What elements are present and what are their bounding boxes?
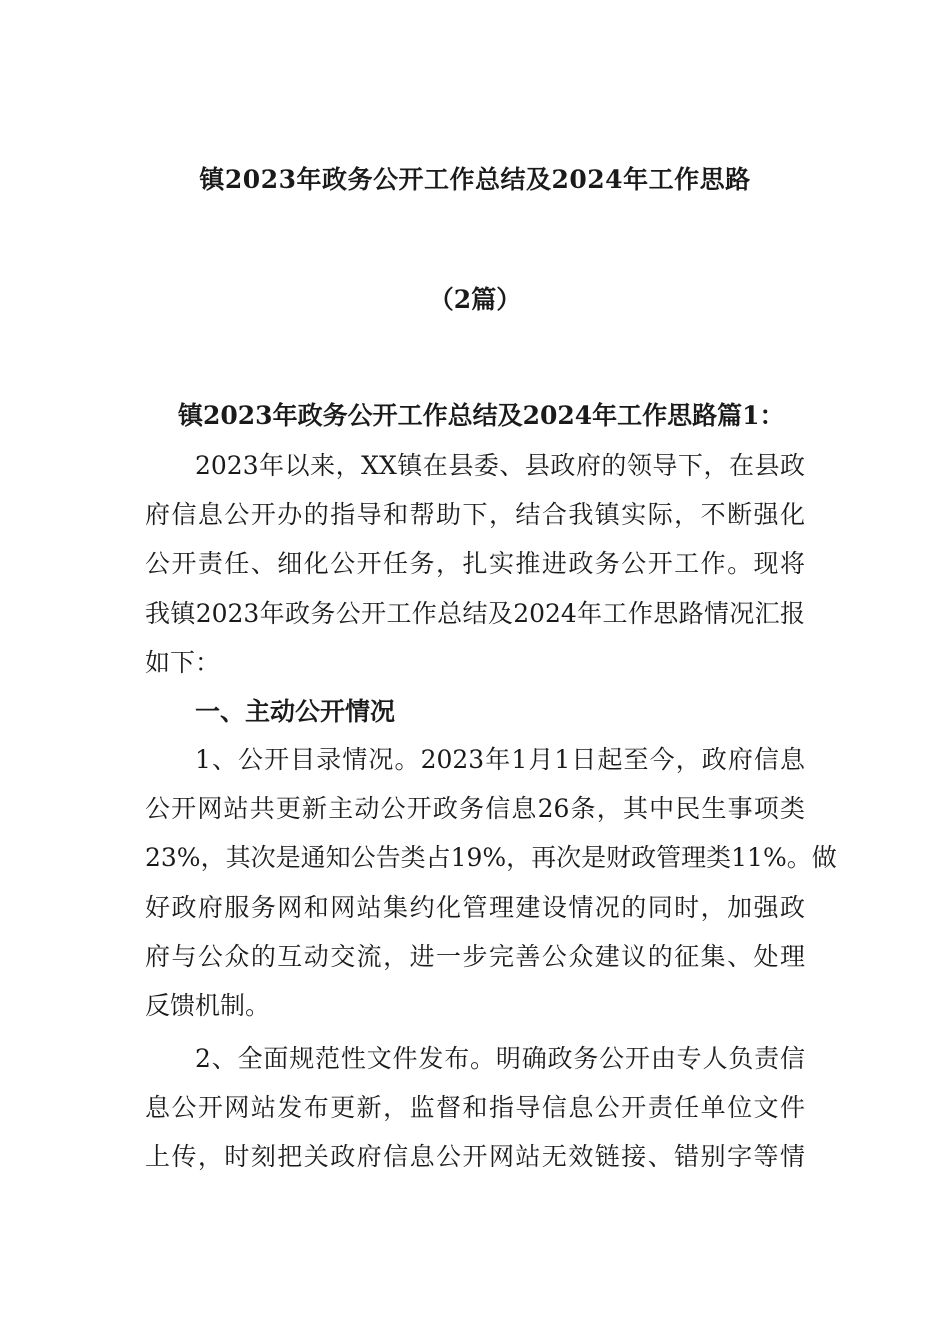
paragraph-line: 我镇2023年政务公开工作总结及2024年工作思路情况汇报 [145,598,805,628]
paragraph-line: 好政府服务网和网站集约化管理建设情况的同时，加强政 [145,892,805,922]
document-subtitle: （2篇） [428,285,522,314]
paragraph-line: 府信息公开办的指导和帮助下，结合我镇实际，不断强化 [145,500,805,530]
paragraph-line: 反馈机制。 [145,990,271,1020]
article-heading: 镇2023年政务公开工作总结及2024年工作思路篇1： [178,401,785,430]
section-heading: 一、主动公开情况 [195,697,396,726]
paragraph-line: 公开网站共更新主动公开政务信息26条，其中民生事项类 [145,794,805,824]
paragraph-intro [145,441,805,687]
paragraph-line: 上传，时刻把关政府信息公开网站无效链接、错别字等情 [145,1142,805,1172]
paragraph-line: 23%，其次是通知公告类占19%，再次是财政管理类11%。做 [145,843,837,873]
paragraph-line: 公开责任、细化公开任务，扎实推进政务公开工作。现将 [145,549,805,579]
paragraph-line: 如下： [145,647,221,677]
paragraph-line: 息公开网站发布更新，监督和指导信息公开责任单位文件 [145,1093,805,1123]
paragraph-catalog [145,735,837,1030]
paragraph-line: 2023年以来，XX镇在县委、县政府的领导下，在县政 [195,451,805,480]
paragraph-normative-files [145,1034,805,1182]
document-title: 镇2023年政务公开工作总结及2024年工作思路 [199,165,751,194]
paragraph-line: 府与公众的互动交流，进一步完善公众建议的征集、处理 [145,941,805,971]
paragraph-line: 2、全面规范性文件发布。明确政务公开由专人负责信 [195,1044,805,1073]
paragraph-line: 1、公开目录情况。2023年1月1日起至今，政府信息 [195,745,805,774]
